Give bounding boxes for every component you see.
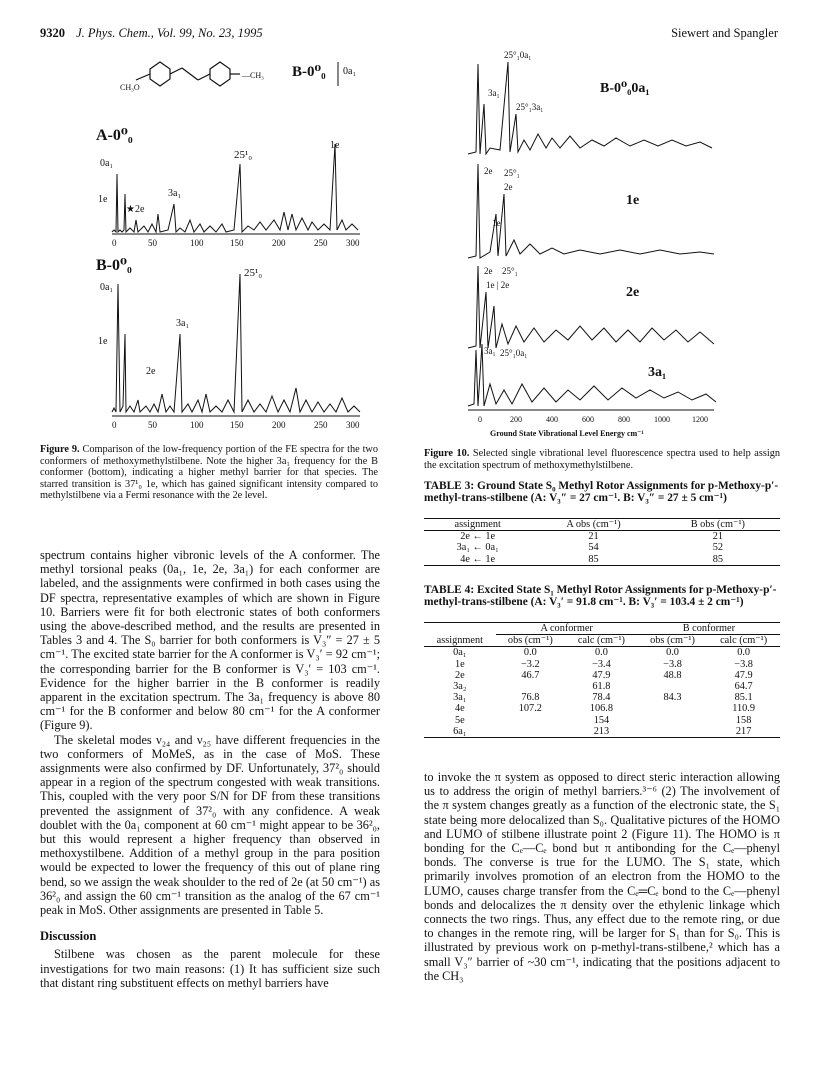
fig10-trace-2-title: 1e (626, 193, 640, 208)
table-cell: 84.3 (663, 692, 682, 704)
table-group-header: A conformer (496, 623, 638, 635)
figure-10-caption-text: Selected single vibrational level fluorescence spectra used to help assign the excitation spectrum of methoxymethylstilbene. (424, 448, 781, 471)
panel-a-label-0a1: 0a₁ (100, 158, 113, 169)
table-header: obs (cm⁻¹) (650, 635, 695, 647)
fig10-tick: 1000 (654, 415, 670, 424)
panel-b-ticks (112, 420, 360, 430)
fig10-tick: 0 (478, 415, 482, 424)
fig10-label: 25°₁ (502, 266, 518, 276)
panel-b-label-2e: 2e (146, 366, 156, 377)
table-cell: 106.8 (589, 703, 614, 715)
table-cell: 0.0 (594, 647, 608, 659)
fig10-tick: 800 (618, 415, 630, 424)
table-cell (638, 715, 707, 726)
table-cell: 5e (454, 714, 465, 726)
figure-9-caption-label: Figure 9. (40, 444, 80, 455)
panel-a-tick: 50 (148, 238, 157, 248)
figure-9-caption (40, 444, 378, 502)
table-cell: 52 (712, 542, 723, 554)
inset-peak-label: 0a₁ (343, 66, 356, 77)
fig10-ticks (478, 415, 708, 424)
table-cell: 2e (454, 669, 465, 681)
left-paragraph-1: spectrum contains higher vibronic levels of the A conformer. The methyl torsional peaks (0a₁, 1e, 2e, 3a₁) for each conformer are labeled, and the assignments were confirmed in both cases using the DF spectra, representative examples of which are shown in Figure 10. Barriers were fit for both electronic states of both conformers using the above-described method, and the results are presented in Tables 3 and 4. The S₀ barrier for both conformers is V₃″ = 27 ± 5 cm⁻¹. The excited state barrier for the A conformer is V₃′ = 92 cm⁻¹; the corresponding barrier for the B conformer is V₃′ = 103 cm⁻¹. Evidence for the higher barrier in the B conformer is readily apparent in the excitation spectrum. The 3a₁ frequency is above 80 cm⁻¹ for the B conformer and below 80 cm⁻¹ for the A conformer (Figure 9). (40, 548, 380, 733)
molecule-structure (136, 62, 240, 86)
fig10-label: 1e | 2e (486, 280, 510, 290)
left-paragraph-2: The skeletal modes ν₂₄ and ν₂₅ have different frequencies in the two conformers of MoMeS, as in the case of MoS. These assignments were also confirmed by DF. Unfortunately, 37²₀ should appear in a region of the spectrum congested with weak transitions. This, coupled with the very poor S/N for DF from these transitions prevented the assignment of 37²₀ with any confidence. A weak doublet with the 0a₁ component at 60 cm⁻¹ might appear to be 36²₀, but this would represent a higher frequency than observed in methoxystilbene. Addition of a methyl group in the para position would be expected to lower the frequency of this out of plane ring bend, so we assign the weak shoulder to the red of 2e (at 50 cm⁻¹) as 36²₀ and assign the 60 cm⁻¹ transition as the analog of the 67 cm⁻¹ peak in MoS. Other assignments are presented in Table 5. (40, 732, 380, 918)
table-cell: 0.0 (666, 647, 679, 659)
figure-10 (460, 44, 780, 444)
table-cell (496, 726, 565, 738)
fig10-tick: 600 (582, 415, 594, 424)
table-cell: 47.9 (734, 669, 753, 681)
fig10-label: 3a₁ (484, 346, 496, 356)
table-cell: 107.2 (518, 703, 542, 715)
panel-a-title: A-0⁰₀ (96, 127, 133, 144)
table-row (424, 703, 780, 714)
fig10-tick: 1200 (692, 415, 708, 424)
fig10-trace-1-title: B-0⁰₀0a₁ (600, 81, 650, 96)
fig10-label: 25°₁ (504, 168, 520, 178)
panel-a-tick: 0 (112, 238, 117, 248)
panel-b-label-25: 25¹₀ (244, 267, 263, 279)
table-row (424, 554, 780, 566)
right-paragraph: to invoke the π system as opposed to direct steric interaction allowing us to address the origin of methyl barriers.³⁻⁶ (2) The involvement of the π system changes greatly as a function of the electronic state, the S₁ state being more delocalized than S₀. Qualitative pictures of the HOMO and LUMO of stilbene illustrate point 2 (Figure 11). The HOMO is π bonding for the Cₑ—Cₑ bond but π antibonding for the Cₑ—phenyl bonds. The converse is true for the LUMO. The S₁ state, which primarily involves promotion of an electron from the HOMO to the LUMO, causes charge transfer from the Cₑ═Cₑ bond to the Cₑ—phenyl bonds and delocalizes the π density over the ethylenic linkage which connects the two rings. Thus, any effect due to the remote ring, or due to changes in the remote ring, will be larger for S₁ than for S₀. This is illustrated by previous work on p-methyl-trans-stilbene,² which has a small V₃″ barrier of ~30 cm⁻¹, indicating that the positions adjacent to the CH₃ (424, 770, 780, 983)
table-cell: 54 (588, 542, 599, 554)
fig10-label: 2e (484, 166, 493, 176)
panel-b-spectrum (112, 274, 360, 412)
table-cell: 48.8 (663, 669, 682, 681)
molecule-left-label: CH₃O (120, 83, 140, 92)
table-cell: 76.8 (521, 692, 540, 704)
table-cell: 85.1 (734, 692, 753, 704)
table-cell: 78.4 (592, 692, 611, 704)
inset-title: B-0⁰₀ (292, 64, 326, 80)
figure-10-caption (424, 448, 780, 471)
panel-a-label-1e-left: 1e (98, 194, 108, 205)
panel-b-tick: 250 (314, 420, 328, 430)
molecule-right-label: —CH₃ (242, 71, 264, 80)
fig10-label: 3a₁ (488, 88, 500, 98)
left-column (40, 548, 380, 990)
table-cell: 217 (735, 725, 752, 737)
fig10-xlabel: Ground State Vibrational Level Energy cm⁻¹ (490, 429, 644, 438)
page-number: 9320 (40, 26, 65, 40)
table-row (424, 692, 780, 703)
table-4 (424, 622, 780, 738)
table-cell (496, 681, 565, 692)
panel-a-tick: 100 (190, 238, 204, 248)
table-header: calc (cm⁻¹) (577, 635, 625, 647)
table-cell: 0.0 (737, 647, 751, 659)
panel-a-label-2e: ★2e (126, 204, 145, 215)
table-cell (638, 681, 707, 692)
table-cell: −3.8 (734, 658, 753, 670)
table-cell: 0.0 (523, 647, 537, 659)
fig10-label: 2e (504, 182, 513, 192)
table-row (424, 659, 780, 670)
right-column (424, 770, 780, 983)
page-header (40, 26, 263, 41)
panel-b-tick: 200 (272, 420, 286, 430)
panel-a-ticks (112, 238, 360, 248)
table-3 (424, 518, 780, 566)
table-header: assignment (454, 519, 501, 530)
fig10-trace-3-title: 2e (626, 285, 640, 300)
table-cell: 110.9 (732, 703, 756, 715)
table-header: A obs (cm⁻¹) (566, 519, 621, 530)
discussion-paragraph: Stilbene was chosen as the parent molecule for these investigations for two main reasons: (1) It has sufficient size such that distant ring substituent effects on methyl barriers have (40, 947, 380, 990)
fig10-tick: 200 (510, 415, 522, 424)
table-cell: 21 (588, 531, 599, 543)
fig10-label: 2e (484, 266, 493, 276)
journal-citation: J. Phys. Chem., Vol. 99, No. 23, 1995 (76, 26, 263, 40)
panel-b-tick: 100 (190, 420, 204, 430)
table-row (424, 670, 780, 681)
fig10-label: 25°₁0a₁ (504, 50, 532, 60)
table-cell: 61.8 (592, 681, 611, 693)
table-cell: 1e (454, 658, 465, 670)
fig10-trace-2 (468, 164, 714, 258)
table-header: B obs (cm⁻¹) (690, 519, 745, 530)
fig10-label: 1e (492, 218, 501, 228)
table-cell: 21 (712, 531, 723, 543)
table-cell: 46.7 (521, 669, 540, 681)
page-authors: Siewert and Spangler (671, 26, 778, 40)
fig10-trace-4-title: 3a₁ (648, 365, 667, 380)
panel-b-label-3a1: 3a₁ (176, 318, 189, 329)
table-4-title: TABLE 4: Excited State S₁ Methyl Rotor Assignments for p-Methoxy-p′-methyl-trans-stilbene (A: V₃′ = 91.8 cm⁻¹. B: V₃′ = 103.4 ± 2 cm⁻¹) (424, 584, 777, 609)
table-cell: 3a₁ ← 0a₁ (456, 542, 499, 554)
fig10-tick: 400 (546, 415, 558, 424)
fig10-label: 25°₁0a₁ (500, 348, 528, 358)
table-row (424, 715, 780, 726)
table-cell: 64.7 (734, 681, 753, 693)
panel-a-label-1e-right: 1e (330, 140, 340, 151)
panel-b-tick: 150 (230, 420, 244, 430)
panel-b-tick: 0 (112, 420, 117, 430)
table-3-title: TABLE 3: Ground State S₀ Methyl Rotor Assignments for p-Methoxy-p′-methyl-trans-stilbene (A: V₃″ = 27 cm⁻¹. B: V₃″ = 27 ± 5 cm⁻¹) (424, 480, 779, 505)
table-cell: 4e ← 1e (460, 553, 496, 565)
figure-10-caption-label: Figure 10. (424, 448, 470, 459)
table-cell: 85 (712, 553, 723, 565)
table-cell: 3a₂ (453, 681, 467, 693)
panel-b-tick: 50 (148, 420, 157, 430)
panel-b-tick: 300 (346, 420, 360, 430)
table-cell: 2e ← 1e (460, 531, 496, 543)
table-cell: 6a₁ (453, 725, 467, 737)
fig10-trace-3 (468, 266, 714, 348)
table-cell: 47.9 (592, 669, 611, 681)
table-cell: −3.2 (521, 658, 540, 670)
panel-b-title: B-0⁰₀ (96, 257, 132, 274)
discussion-heading: Discussion (40, 929, 97, 944)
fig10-label: 25°₁3a₁ (516, 102, 544, 112)
table-cell: 154 (593, 714, 610, 726)
figure-9-caption-text: Comparison of the low-frequency portion of the FE spectra for the two conformers of methoxymethylstilbene. Note the higher 3a₁ frequency for the B conformer (bottom), indicating a higher methyl barrier for that species. The starred transition is 37¹₀ 1e, which has gained significant intensity compared to methylstilbene via a Fermi resonance with the 2e level. (40, 444, 379, 502)
table-header: calc (cm⁻¹) (720, 635, 768, 647)
figure-9 (40, 44, 380, 444)
table-cell (638, 703, 707, 714)
table-cell: 0a₁ (453, 647, 467, 659)
table-cell: 213 (593, 725, 610, 737)
table-group-header: B conformer (638, 623, 780, 635)
panel-b-label-0a1: 0a₁ (100, 282, 113, 293)
panel-a-tick: 250 (314, 238, 328, 248)
panel-a-label-25: 25¹₀ (234, 149, 253, 161)
table-header: obs (cm⁻¹) (507, 635, 553, 647)
panel-a-tick: 200 (272, 238, 286, 248)
panel-a-tick: 150 (230, 238, 244, 248)
table-cell: 85 (588, 553, 599, 565)
fig10-trace-1 (468, 62, 712, 154)
table-cell: −3.4 (592, 658, 611, 670)
table-cell: −3.8 (663, 658, 682, 670)
table-cell: 4e (454, 703, 465, 715)
table-cell (496, 715, 565, 726)
table-row (424, 542, 780, 553)
table-row (424, 531, 780, 543)
table-header: assignment (436, 634, 483, 646)
panel-a-tick: 300 (346, 238, 360, 248)
table-cell (638, 726, 707, 738)
table-row (424, 647, 780, 659)
table-row (424, 681, 780, 692)
table-cell: 158 (735, 714, 752, 726)
table-cell: 3a₁ (453, 692, 467, 704)
panel-b-label-1e: 1e (98, 336, 108, 347)
panel-a-label-3a1: 3a₁ (168, 188, 181, 199)
table-row (424, 726, 780, 738)
